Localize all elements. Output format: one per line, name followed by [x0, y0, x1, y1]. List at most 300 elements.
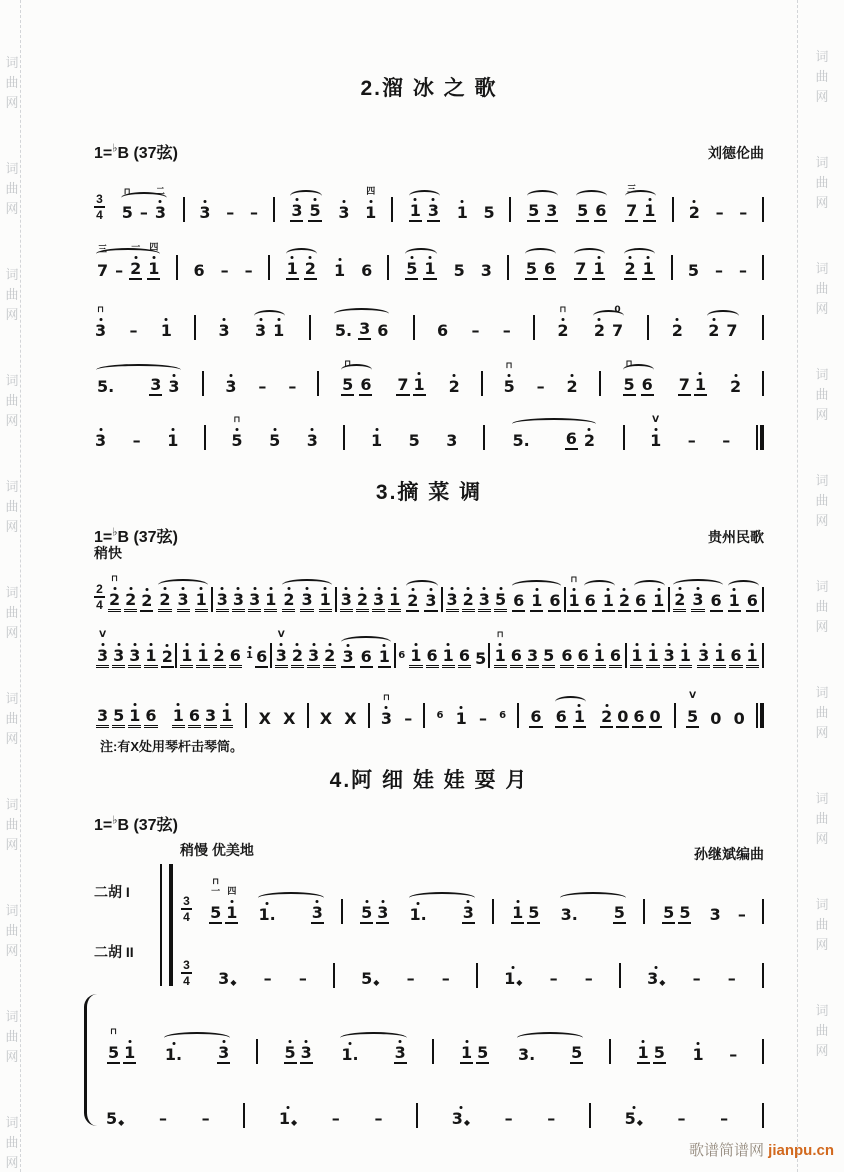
note: 6 [426, 647, 439, 668]
dash: – [132, 430, 141, 450]
watermark-char: 网 [5, 201, 19, 216]
dash: – [714, 260, 723, 280]
barline [492, 899, 494, 924]
note: 1 [602, 592, 615, 612]
watermark-char: 曲 [815, 175, 829, 190]
octave-dot [185, 643, 188, 646]
octave-dot [733, 588, 736, 591]
watermark-char: 曲 [815, 493, 829, 508]
octave-dot [171, 428, 174, 431]
note: 3 [545, 202, 558, 222]
part-labels [94, 862, 160, 988]
song2-key-signature: 1=♭B (37弦) [94, 526, 178, 546]
slur-group [284, 260, 319, 280]
note: 3 [290, 202, 303, 222]
bow-finger-mark: ⊓ [344, 358, 352, 369]
left-watermark-column [3, 56, 21, 1172]
octave-dot [328, 643, 331, 646]
part1-label: 二胡 I [94, 884, 130, 900]
note: 5 [453, 260, 465, 280]
slur-group [572, 260, 607, 280]
watermark-char: 网 [5, 625, 19, 640]
octave-dot [383, 644, 386, 647]
octave-dot [133, 703, 136, 706]
slur-group [582, 592, 617, 612]
strike-mark: X [283, 708, 296, 728]
barline [343, 425, 345, 450]
beam-group [106, 573, 155, 612]
dash: – [715, 202, 724, 222]
note: 1 [220, 707, 233, 728]
note: 1 [319, 591, 332, 612]
note: 3◆ [646, 970, 666, 988]
barline [762, 371, 764, 396]
note: 1 [388, 591, 401, 612]
song3-arranger: 孙继斌编曲 [694, 846, 764, 862]
barline [762, 587, 764, 612]
dash: – [406, 968, 415, 988]
watermark-char: 词 [5, 585, 19, 600]
barline [268, 255, 270, 280]
octave-dot [361, 587, 364, 590]
barline [762, 315, 764, 340]
octave-dot [113, 587, 116, 590]
slur-group [256, 904, 326, 924]
song1-meta [94, 140, 764, 163]
note: 6 [499, 709, 507, 721]
watermark-char: 曲 [5, 817, 19, 832]
barline [270, 643, 272, 668]
note: 3 [217, 1044, 230, 1064]
note: 3 [311, 904, 324, 924]
watermark-char: 网 [815, 937, 829, 952]
octave-dot [697, 1042, 700, 1045]
note: 1 [423, 260, 436, 280]
octave-dot [296, 643, 299, 646]
slur-group [515, 1044, 585, 1064]
song1-composer: 刘德伦曲 [708, 145, 764, 161]
octave-dot [718, 643, 721, 646]
beam-group [598, 708, 664, 728]
octave-dot [642, 1040, 645, 1043]
note: 5 [112, 707, 125, 728]
note: 3 [358, 320, 371, 340]
spacer [365, 1063, 389, 1064]
note: 3 [94, 432, 107, 450]
beam-group [635, 1044, 668, 1064]
note: 1 [511, 904, 524, 924]
watermark-char: 曲 [815, 1023, 829, 1038]
note: 1 [286, 260, 299, 280]
erhu1-music-line [181, 878, 764, 924]
note: 3 [218, 322, 231, 340]
octave-dot [460, 706, 463, 709]
octave-dot [499, 587, 502, 590]
barline [309, 315, 311, 340]
note: 3 [462, 904, 475, 924]
octave-dot [295, 198, 298, 201]
song2-tempo: 稍快 [94, 545, 122, 561]
octave-dot [429, 588, 432, 591]
beam-group [105, 1026, 138, 1064]
rest: 0 [733, 708, 745, 728]
barline [335, 587, 337, 612]
octave-dot [289, 1040, 292, 1043]
note: ⊓ 2 [557, 304, 569, 340]
octave-dot [203, 200, 206, 203]
octave-dot [597, 256, 600, 259]
note: 1◆ [503, 970, 523, 988]
octave-dot [414, 198, 417, 201]
dash: – [298, 968, 307, 988]
note: 3 [248, 591, 261, 612]
octave-dot [428, 256, 431, 259]
beam-group [492, 629, 558, 668]
barline [609, 1039, 611, 1064]
note: ⊓ 3 [380, 692, 393, 728]
octave-dot [312, 643, 315, 646]
diamond-mark: ◆ [118, 1117, 125, 1127]
octave-dot [508, 374, 511, 377]
octave-dot [598, 643, 601, 646]
octave-dot [223, 318, 226, 321]
note: 1 [637, 1044, 650, 1064]
note: 6 [255, 648, 268, 668]
octave-dot [377, 587, 380, 590]
system-brace [84, 994, 97, 1126]
barline [202, 371, 204, 396]
barline [507, 255, 509, 280]
slur-group [156, 591, 209, 612]
octave-dot [101, 643, 104, 646]
note: 2 [356, 591, 369, 612]
barline [413, 315, 415, 340]
note: 3 [526, 647, 539, 668]
time-signature: 3 4 [94, 193, 105, 222]
watermark-char: 词 [815, 367, 829, 382]
beam-group [458, 1044, 491, 1064]
beam-group [358, 904, 391, 924]
note: 6 [377, 320, 389, 340]
note: 5. [97, 376, 115, 396]
octave-dot [172, 374, 175, 377]
note: 5 [475, 648, 487, 668]
barline [625, 643, 627, 668]
dash: – [687, 430, 696, 450]
octave-dot [145, 588, 148, 591]
note: 3 [337, 204, 350, 222]
note: 1 [409, 202, 422, 222]
note: 1 [264, 591, 277, 612]
note: 1 [442, 647, 455, 668]
octave-dot [309, 256, 312, 259]
octave-dot [291, 256, 294, 259]
note: 1 [593, 647, 606, 668]
barline [307, 703, 309, 728]
beam-group [273, 629, 339, 668]
strike-mark: X [344, 708, 357, 728]
dash: – [441, 968, 450, 988]
rest: 0 [649, 708, 662, 728]
note: 1 [652, 592, 665, 612]
note: 6 [458, 647, 471, 668]
note: 2 [161, 648, 174, 668]
octave-dot [598, 318, 601, 321]
note: 3 [427, 202, 440, 222]
note: 5 [408, 430, 420, 450]
barline [204, 425, 206, 450]
dash: – [220, 260, 229, 280]
bow-finger-mark: ⊓ [496, 629, 504, 640]
dash: – [201, 1108, 210, 1128]
note: 6 [634, 592, 647, 612]
note: 3 [300, 1044, 313, 1064]
dash: – [504, 1108, 513, 1128]
dash: – [258, 376, 267, 396]
note: 2 [158, 591, 171, 612]
octave-dot [459, 1106, 462, 1109]
note: 7 [574, 260, 587, 280]
beam-group [628, 647, 694, 668]
octave-dot [117, 643, 120, 646]
octave-dot [166, 644, 169, 647]
dash: – [249, 202, 258, 222]
octave-dot [461, 200, 464, 203]
slur-group [622, 260, 657, 280]
octave-dot [129, 587, 132, 590]
dash: – [737, 904, 746, 924]
octave-dot [266, 902, 269, 905]
watermark-char: 词 [815, 1003, 829, 1018]
barline [176, 255, 178, 280]
dash: – [547, 1108, 556, 1128]
note: 5 [653, 1044, 666, 1064]
right-dashed-border [797, 0, 798, 1172]
score-content [94, 0, 764, 1172]
song3-tempo: 稍慢 优美地 [180, 842, 254, 858]
octave-dot [253, 587, 256, 590]
slur-group [162, 1044, 232, 1064]
song2-music-line [94, 682, 764, 728]
note: 3. [517, 1044, 536, 1064]
note: 5. [334, 320, 353, 340]
watermark-char: 网 [5, 731, 19, 746]
note: 6 [729, 647, 742, 668]
octave-dot [311, 428, 314, 431]
slur-group [407, 202, 442, 222]
barline [333, 963, 335, 988]
octave-dot [588, 428, 591, 431]
note: 5◆ [624, 1110, 644, 1128]
barline [672, 197, 674, 222]
dash: – [471, 320, 480, 340]
spacer [120, 395, 144, 396]
watermark-char: 网 [5, 519, 19, 534]
note: 3 [446, 430, 458, 450]
slur-group [94, 376, 183, 396]
watermark-char: 词 [815, 49, 829, 64]
octave-dot [342, 200, 345, 203]
note: V 1 [650, 414, 662, 450]
note: 2 [618, 592, 631, 612]
note: 1 [679, 647, 692, 668]
barline [599, 371, 601, 396]
barline [341, 899, 343, 924]
dash: – [139, 202, 148, 222]
duet-system-2 [84, 992, 764, 1128]
octave-dot [222, 1040, 225, 1043]
note: 四 1 [225, 904, 238, 924]
note: 3 [663, 647, 676, 668]
note: 6 [710, 592, 723, 612]
watermark-char: 曲 [5, 181, 19, 196]
note: 3 [198, 204, 211, 222]
right-watermark-column [813, 0, 831, 1110]
note: 三 7 [97, 244, 109, 280]
song1-title: 2.溜 冰 之 歌 [360, 77, 498, 100]
dash: – [374, 1108, 383, 1128]
note: V 5 [686, 708, 699, 728]
octave-dot [668, 643, 671, 646]
song3-meta [94, 812, 764, 835]
octave-dot [221, 587, 224, 590]
note: 6 [512, 592, 525, 612]
note: 3 [691, 591, 704, 612]
note: 7 [726, 320, 738, 340]
octave-dot [128, 1040, 131, 1043]
time-signature: 3 4 [181, 959, 192, 988]
note: 5 [360, 904, 373, 924]
octave-dot [316, 900, 319, 903]
dash: – [404, 708, 413, 728]
bow-finger-mark: ⊓ 一 [211, 876, 221, 897]
part2-label: 二胡 II [94, 944, 134, 960]
barline [256, 1039, 258, 1064]
note: 5 [308, 202, 321, 222]
octave-dot [385, 706, 388, 709]
note: 6 [360, 648, 373, 668]
strike-mark: X [258, 708, 271, 728]
dash: – [502, 320, 511, 340]
note: 2 [291, 647, 304, 668]
note: 5 [268, 432, 281, 450]
slur-group [119, 186, 169, 222]
song1-music-line [94, 294, 764, 340]
note: 3 [478, 591, 491, 612]
note: 1. [409, 906, 428, 924]
note: 3 [300, 591, 313, 612]
barline [589, 1103, 591, 1128]
watermark-char: 曲 [815, 69, 829, 84]
octave-dot [573, 588, 576, 591]
note: 1 [455, 710, 468, 728]
octave-dot [365, 900, 368, 903]
spacer [282, 923, 306, 924]
bow-finger-mark: 三 [98, 244, 108, 255]
note: 2 [583, 432, 596, 450]
barline [243, 1103, 245, 1128]
octave-dot [512, 966, 515, 969]
watermark-char: 曲 [815, 281, 829, 296]
octave-dot [399, 1040, 402, 1043]
slur-group [591, 304, 626, 340]
spacer [188, 1063, 212, 1064]
note: 5 [576, 202, 589, 222]
octave-dot [655, 966, 658, 969]
dash: – [722, 430, 731, 450]
octave-dot [417, 902, 420, 905]
spacer [536, 449, 560, 450]
slur-group [339, 358, 374, 396]
note: 6 [510, 647, 523, 668]
octave-dot [676, 318, 679, 321]
note: 3 [254, 322, 267, 340]
watermark-char: 词 [5, 479, 19, 494]
bow-finger-mark: ⊓ [96, 304, 105, 315]
note: 6 [437, 320, 449, 340]
note: 3 [306, 432, 319, 450]
system-start-barline [160, 864, 173, 986]
octave-dot [432, 198, 435, 201]
note: 6 [565, 430, 578, 450]
octave-dot [273, 428, 276, 431]
erhu2-music-line [105, 1082, 764, 1128]
octave-dot [393, 587, 396, 590]
barline [391, 197, 393, 222]
barline [481, 371, 483, 396]
watermark-char: 词 [5, 797, 19, 812]
rest: 0 [710, 708, 722, 728]
note: 1. [258, 906, 277, 924]
watermark-char: 曲 [5, 711, 19, 726]
barline [762, 643, 764, 668]
octave-dot [654, 428, 657, 431]
dash: – [226, 202, 235, 222]
bow-finger-mark: 四 [227, 886, 237, 897]
octave-dot [678, 587, 681, 590]
octave-dot [635, 643, 638, 646]
song2-music-line [94, 622, 764, 668]
note: 6 [193, 260, 205, 280]
beam-group [660, 904, 693, 924]
watermark-char: 网 [5, 837, 19, 852]
octave-dot [578, 704, 581, 707]
octave-dot [347, 644, 350, 647]
watermark-char: 曲 [5, 1135, 19, 1150]
song2-meta [94, 524, 764, 547]
slur-group [726, 592, 761, 612]
beam-group [444, 591, 510, 612]
note: 3 [149, 376, 162, 396]
octave-dot [605, 704, 608, 707]
note: 3 [480, 260, 492, 280]
octave-dot [734, 374, 737, 377]
note: 1 [272, 322, 285, 340]
barline [623, 425, 625, 450]
note: 6 [584, 592, 597, 612]
octave-dot [306, 587, 309, 590]
erhu2-music-line [181, 942, 764, 988]
octave-dot [280, 643, 283, 646]
watermark-char: 曲 [815, 917, 829, 932]
note: 3 [307, 647, 320, 668]
octave-dot [287, 587, 290, 590]
note: ⊓ 5 [121, 186, 133, 222]
watermark-char: 词 [815, 155, 829, 170]
note: 5 [613, 904, 626, 924]
octave-dot [693, 200, 696, 203]
dash: – [584, 968, 593, 988]
